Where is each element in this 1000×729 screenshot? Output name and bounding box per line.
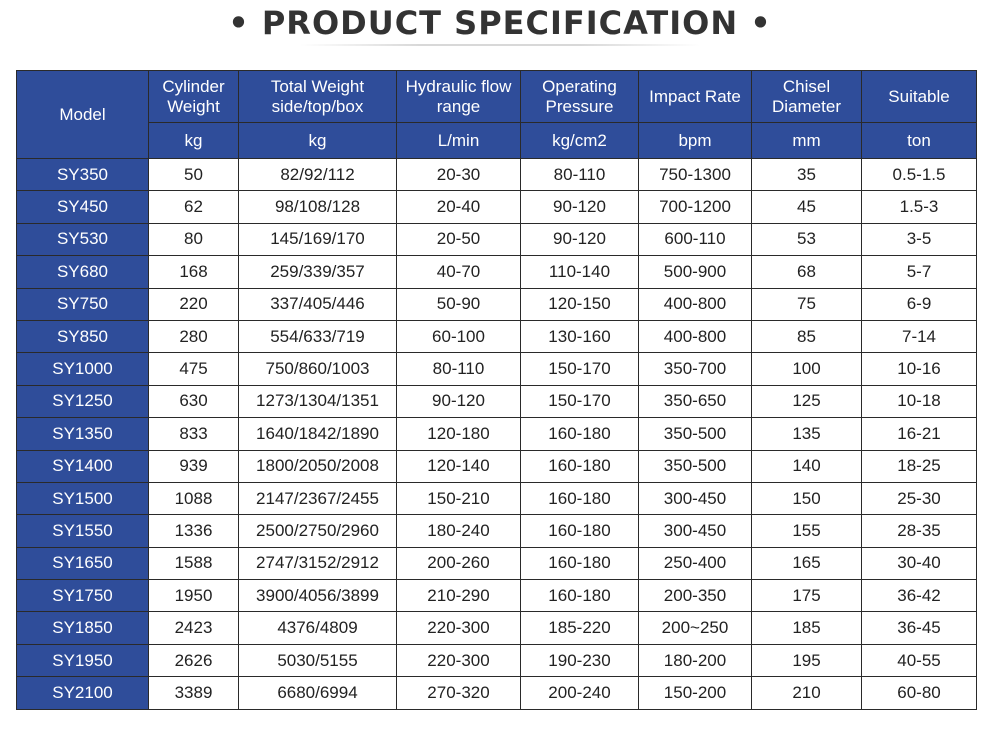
- model-cell: SY450: [17, 191, 149, 223]
- header-model: Model: [17, 71, 149, 159]
- table-cell: 160-180: [521, 482, 639, 514]
- table-row: [17, 159, 977, 191]
- table-cell: 80-110: [521, 159, 639, 191]
- table-cell: 155: [752, 515, 862, 547]
- table-cell: 180-240: [397, 515, 521, 547]
- table-cell: 350-500: [639, 450, 752, 482]
- model-cell: SY1250: [17, 385, 149, 417]
- table-cell: 150-170: [521, 385, 639, 417]
- table-cell: 18-25: [862, 450, 977, 482]
- table-cell: 3900/4056/3899: [239, 580, 397, 612]
- table-cell: 150: [752, 482, 862, 514]
- table-row: [17, 547, 977, 579]
- header-label: [862, 71, 977, 123]
- table-row: [17, 482, 977, 514]
- table-row: [17, 256, 977, 288]
- table-cell: 1336: [149, 515, 239, 547]
- table-cell: 350-500: [639, 418, 752, 450]
- table-cell: 270-320: [397, 677, 521, 709]
- table-row: [17, 677, 977, 709]
- table-cell: 165: [752, 547, 862, 579]
- table-cell: 175: [752, 580, 862, 612]
- header-label-line: Diameter: [772, 96, 841, 116]
- table-cell: 1.5-3: [862, 191, 977, 223]
- table-cell: 700-1200: [639, 191, 752, 223]
- table-cell: 150-170: [521, 353, 639, 385]
- table-cell: 150-210: [397, 482, 521, 514]
- table-cell: 80: [149, 223, 239, 255]
- header-label-line: Chisel: [782, 76, 831, 96]
- table-cell: 20-40: [397, 191, 521, 223]
- table-cell: 400-800: [639, 320, 752, 352]
- model-cell: SY1000: [17, 353, 149, 385]
- table-cell: 28-35: [862, 515, 977, 547]
- table-cell: 6-9: [862, 288, 977, 320]
- header-label-line: Impact Rate: [649, 86, 741, 106]
- table-cell: 280: [149, 320, 239, 352]
- header-row-units: [17, 123, 977, 159]
- table-cell: 1800/2050/2008: [239, 450, 397, 482]
- table-cell: 140: [752, 450, 862, 482]
- table-cell: 25-30: [862, 482, 977, 514]
- table-cell: 5-7: [862, 256, 977, 288]
- table-cell: 90-120: [521, 191, 639, 223]
- table-cell: 200-350: [639, 580, 752, 612]
- table-cell: 200~250: [639, 612, 752, 644]
- table-row: [17, 612, 977, 644]
- table-cell: 210: [752, 677, 862, 709]
- table-cell: 135: [752, 418, 862, 450]
- header-unit: kg/cm2: [521, 123, 639, 159]
- table-cell: 400-800: [639, 288, 752, 320]
- table-row: [17, 418, 977, 450]
- table-cell: 85: [752, 320, 862, 352]
- table-cell: 185: [752, 612, 862, 644]
- table-cell: 2147/2367/2455: [239, 482, 397, 514]
- table-row: [17, 580, 977, 612]
- title-area: [0, 0, 1000, 60]
- table-cell: 750-1300: [639, 159, 752, 191]
- table-cell: 120-140: [397, 450, 521, 482]
- table-cell: 0.5-1.5: [862, 159, 977, 191]
- table-cell: 100: [752, 353, 862, 385]
- table-cell: 500-900: [639, 256, 752, 288]
- table-cell: 185-220: [521, 612, 639, 644]
- header-unit: L/min: [397, 123, 521, 159]
- table-cell: 1950: [149, 580, 239, 612]
- table-cell: 195: [752, 644, 862, 676]
- table-cell: 2423: [149, 612, 239, 644]
- model-cell: SY2100: [17, 677, 149, 709]
- table-row: [17, 644, 977, 676]
- title-underline: [300, 44, 700, 46]
- table-cell: 98/108/128: [239, 191, 397, 223]
- table-cell: 350-650: [639, 385, 752, 417]
- header-label-line: Weight: [167, 96, 220, 116]
- table-cell: 10-16: [862, 353, 977, 385]
- header-row-labels: [17, 71, 977, 123]
- header-label-line: range: [436, 96, 481, 116]
- model-cell: SY680: [17, 256, 149, 288]
- header-label: [397, 71, 521, 123]
- model-cell: SY1650: [17, 547, 149, 579]
- table-row: [17, 353, 977, 385]
- model-cell: SY1550: [17, 515, 149, 547]
- table-cell: 475: [149, 353, 239, 385]
- table-row: [17, 191, 977, 223]
- table-row: [17, 515, 977, 547]
- table-row: [17, 450, 977, 482]
- table-cell: 630: [149, 385, 239, 417]
- table-cell: 60-80: [862, 677, 977, 709]
- header-label-line: Cylinder: [162, 76, 225, 96]
- header-unit: ton: [862, 123, 977, 159]
- header-label: [149, 71, 239, 123]
- table-cell: 7-14: [862, 320, 977, 352]
- table-cell: 3389: [149, 677, 239, 709]
- table-cell: 150-200: [639, 677, 752, 709]
- table-cell: 16-21: [862, 418, 977, 450]
- table-cell: 2500/2750/2960: [239, 515, 397, 547]
- spec-table-body: [17, 159, 977, 710]
- table-cell: 6680/6994: [239, 677, 397, 709]
- table-cell: 110-140: [521, 256, 639, 288]
- model-cell: SY1850: [17, 612, 149, 644]
- table-cell: 250-400: [639, 547, 752, 579]
- table-cell: 220: [149, 288, 239, 320]
- table-cell: 200-240: [521, 677, 639, 709]
- table-cell: 220-300: [397, 644, 521, 676]
- header-label-line: Pressure: [545, 96, 614, 116]
- table-cell: 4376/4809: [239, 612, 397, 644]
- header-unit: mm: [752, 123, 862, 159]
- table-cell: 1088: [149, 482, 239, 514]
- spec-table: [16, 70, 977, 710]
- table-cell: 1640/1842/1890: [239, 418, 397, 450]
- table-cell: 50: [149, 159, 239, 191]
- page-title: • PRODUCT SPECIFICATION •: [228, 4, 772, 42]
- table-cell: 125: [752, 385, 862, 417]
- table-cell: 554/633/719: [239, 320, 397, 352]
- table-cell: 220-300: [397, 612, 521, 644]
- header-label-line: Hydraulic flow: [405, 76, 512, 96]
- model-cell: SY1400: [17, 450, 149, 482]
- table-cell: 36-42: [862, 580, 977, 612]
- table-cell: 40-70: [397, 256, 521, 288]
- header-label-line: side/top/box: [271, 96, 364, 116]
- table-cell: 36-45: [862, 612, 977, 644]
- table-row: [17, 223, 977, 255]
- model-cell: SY1350: [17, 418, 149, 450]
- table-cell: 300-450: [639, 515, 752, 547]
- table-row: [17, 320, 977, 352]
- table-cell: 750/860/1003: [239, 353, 397, 385]
- table-cell: 1273/1304/1351: [239, 385, 397, 417]
- table-cell: 20-50: [397, 223, 521, 255]
- table-cell: 80-110: [397, 353, 521, 385]
- header-unit: kg: [149, 123, 239, 159]
- model-cell: SY850: [17, 320, 149, 352]
- table-cell: 833: [149, 418, 239, 450]
- table-cell: 1588: [149, 547, 239, 579]
- table-cell: 60-100: [397, 320, 521, 352]
- table-cell: 210-290: [397, 580, 521, 612]
- table-cell: 160-180: [521, 547, 639, 579]
- header-label: [521, 71, 639, 123]
- table-cell: 120-150: [521, 288, 639, 320]
- table-row: [17, 385, 977, 417]
- table-cell: 160-180: [521, 450, 639, 482]
- table-cell: 90-120: [397, 385, 521, 417]
- table-cell: 168: [149, 256, 239, 288]
- table-cell: 130-160: [521, 320, 639, 352]
- table-cell: 68: [752, 256, 862, 288]
- table-cell: 190-230: [521, 644, 639, 676]
- table-cell: 90-120: [521, 223, 639, 255]
- table-cell: 337/405/446: [239, 288, 397, 320]
- table-cell: 62: [149, 191, 239, 223]
- table-cell: 5030/5155: [239, 644, 397, 676]
- table-cell: 120-180: [397, 418, 521, 450]
- table-cell: 50-90: [397, 288, 521, 320]
- model-cell: SY1500: [17, 482, 149, 514]
- table-cell: 259/339/357: [239, 256, 397, 288]
- table-cell: 180-200: [639, 644, 752, 676]
- table-cell: 300-450: [639, 482, 752, 514]
- table-cell: 600-110: [639, 223, 752, 255]
- table-cell: 160-180: [521, 580, 639, 612]
- table-cell: 20-30: [397, 159, 521, 191]
- table-cell: 75: [752, 288, 862, 320]
- table-cell: 2747/3152/2912: [239, 547, 397, 579]
- model-cell: SY530: [17, 223, 149, 255]
- table-cell: 160-180: [521, 515, 639, 547]
- table-cell: 45: [752, 191, 862, 223]
- table-cell: 10-18: [862, 385, 977, 417]
- table-cell: 30-40: [862, 547, 977, 579]
- table-cell: 82/92/112: [239, 159, 397, 191]
- model-cell: SY350: [17, 159, 149, 191]
- header-unit: bpm: [639, 123, 752, 159]
- header-label-line: Total Weight: [270, 76, 365, 96]
- table-cell: 350-700: [639, 353, 752, 385]
- table-cell: 939: [149, 450, 239, 482]
- header-unit: kg: [239, 123, 397, 159]
- header-label-line: Operating: [542, 76, 617, 96]
- model-cell: SY1950: [17, 644, 149, 676]
- table-cell: 160-180: [521, 418, 639, 450]
- header-label: [752, 71, 862, 123]
- model-cell: SY750: [17, 288, 149, 320]
- table-cell: 3-5: [862, 223, 977, 255]
- header-label: [639, 71, 752, 123]
- table-cell: 2626: [149, 644, 239, 676]
- header-label: [239, 71, 397, 123]
- header-label-line: Suitable: [888, 86, 950, 106]
- model-cell: SY1750: [17, 580, 149, 612]
- table-row: [17, 288, 977, 320]
- table-cell: 53: [752, 223, 862, 255]
- table-cell: 35: [752, 159, 862, 191]
- table-cell: 200-260: [397, 547, 521, 579]
- table-cell: 145/169/170: [239, 223, 397, 255]
- table-cell: 40-55: [862, 644, 977, 676]
